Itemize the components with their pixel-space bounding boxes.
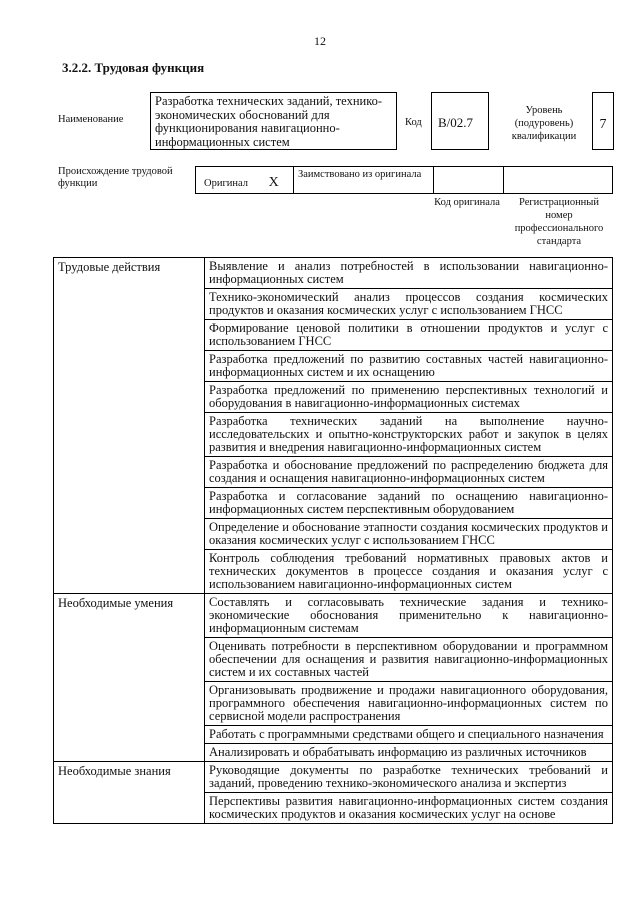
- function-details-table: [53, 257, 613, 824]
- original-mark: Х: [268, 175, 279, 190]
- section-category: Трудовые действия: [54, 258, 205, 594]
- section-item: Анализировать и обрабатывать информацию из различных источников: [205, 744, 613, 762]
- section-item: Разработка и согласование заданий по оснащению навигационно-информационных систем перспективным оборудованием: [205, 488, 613, 519]
- table-row: [54, 594, 613, 638]
- original-code-cell: [434, 167, 504, 193]
- section-item: Выявление и анализ потребностей в использовании навигационно-информационных систем: [205, 258, 613, 289]
- qualification-level-field: 7: [592, 92, 614, 150]
- section-item: Формирование ценовой политики в отношении продуктов и услуг с использованием ГНСС: [205, 320, 613, 351]
- original-code-caption: Код оригинала: [434, 197, 500, 208]
- code-label: Код: [405, 117, 422, 128]
- borrowed-cell: Заимствовано из оригинала: [294, 167, 434, 193]
- section-category: Необходимые знания: [54, 762, 205, 824]
- section-item: Технико-экономический анализ процессов создания космических продуктов и оказания космических услуг с использованием ГНСС: [205, 289, 613, 320]
- table-row: [54, 258, 613, 289]
- origin-original-cell: [196, 167, 294, 193]
- original-label: Оригинал: [204, 178, 248, 189]
- code-field: В/02.7: [431, 92, 489, 150]
- section-item: Организовывать продвижение и продажи навигационного оборудования, программного обеспечения навигационно-информационных систем по сервисной модели распространения: [205, 682, 613, 726]
- page-number: 12: [314, 34, 326, 48]
- section-item: Перспективы развития навигационно-информационных систем создания космических продуктов и оказания космических услуг на основе: [205, 793, 613, 824]
- section-title: 3.2.2. Трудовая функция: [62, 60, 205, 75]
- section-item: Оценивать потребности в перспективном оборудовании и программном обеспечении для оснащения и развития навигационно-информационных систем и их составных частей: [205, 638, 613, 682]
- function-name-field: Разработка технических заданий, технико-экономических обоснований для функционирования навигационно-информационных систем: [150, 92, 397, 150]
- section-item: Разработка предложений по применению перспективных технологий и оборудования в навигационно-информационных системах: [205, 382, 613, 413]
- section-item: Работать с программными средствами общего и специального назначения: [205, 726, 613, 744]
- registration-number-caption: Регистрационный номер профессионального стандарта: [514, 197, 604, 247]
- section-item: Разработка технических заданий на выполнение научно-исследовательских и опытно-конструкторских работ и закупок в целях развития и внедрения навигационно-информационных систем: [205, 413, 613, 457]
- table-row: [54, 762, 613, 793]
- qualification-level-label: Уровень (подуровень) квалификации: [511, 105, 577, 142]
- section-item: Разработка предложений по развитию составных частей навигационно-информационных систем и их оснащению: [205, 351, 613, 382]
- section-category: Необходимые умения: [54, 594, 205, 762]
- section-item: Определение и обоснование этапности создания космических продуктов и оказания космических услуг с использованием ГНСС: [205, 519, 613, 550]
- section-item: Контроль соблюдения требований нормативных правовых актов и технических документов в процессе создания и оказания услуг с использованием навигационно-информационных систем: [205, 550, 613, 594]
- origin-label: Происхождение трудовой функции: [58, 166, 173, 189]
- section-item: Руководящие документы по разработке технических требований и заданий, проведению технико-экономического анализа и экспертиз: [205, 762, 613, 793]
- registration-number-cell: [504, 167, 612, 193]
- section-item: Разработка и обоснование предложений по распределению бюджета для создания и оснащения навигационно-информационных систем: [205, 457, 613, 488]
- origin-row: [195, 166, 613, 194]
- section-item: Составлять и согласовывать технические задания и технико-экономические обоснования применительно к навигационно-информационным системам: [205, 594, 613, 638]
- name-label: Наименование: [58, 114, 124, 125]
